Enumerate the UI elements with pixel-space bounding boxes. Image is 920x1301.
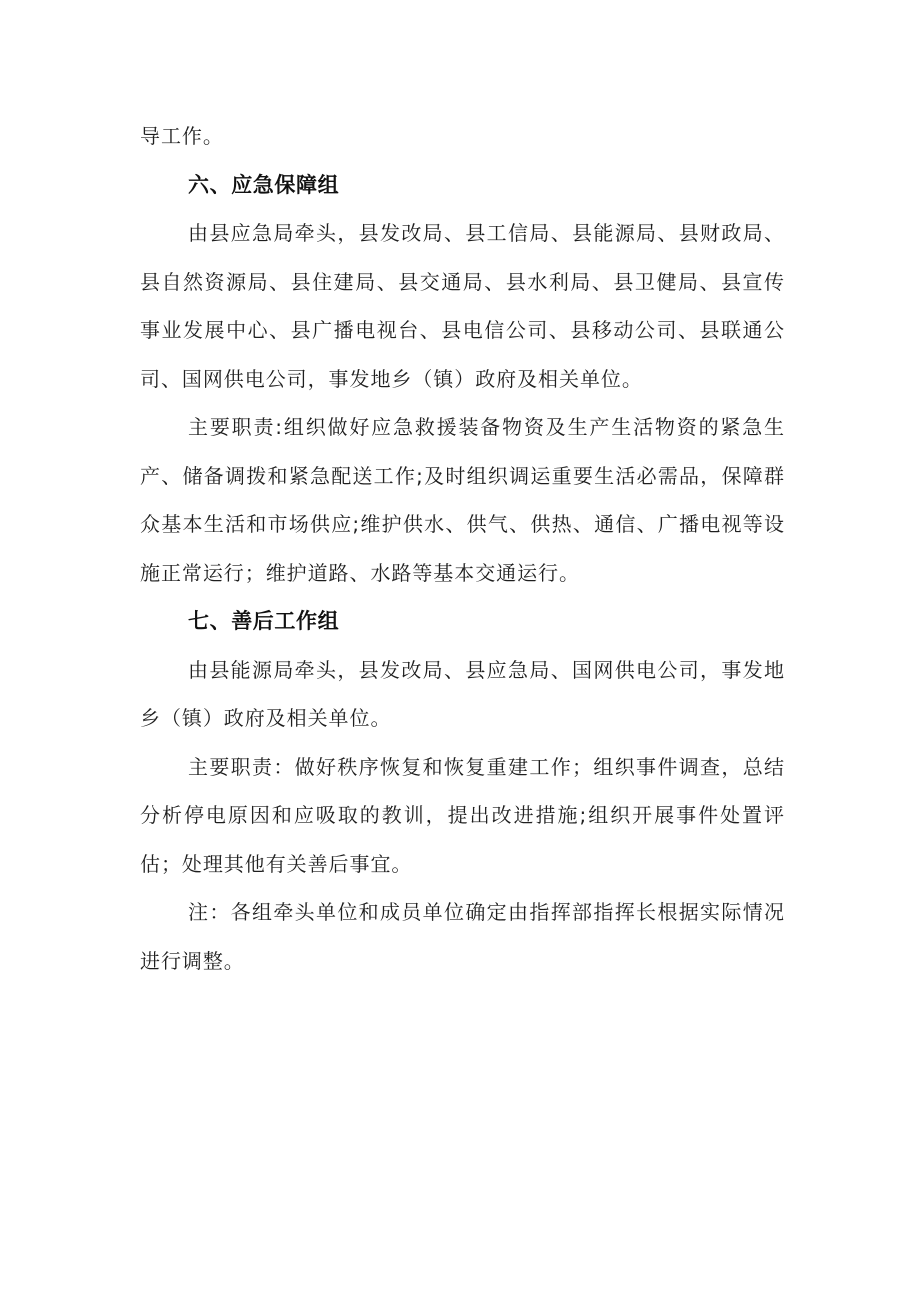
paragraph-continuation: 导工作。 — [140, 124, 224, 148]
section-6-heading: 六、应急保障组 — [188, 172, 340, 197]
section-6-members: 由县应急局牵头，县发改局、县工信局、县能源局、县财政局、县自然资源局、县住建局、县交通局、县水利局、县卫健局、县宣传事业发展中心、县广播电视台、县电信公司、县移动公司、县联通公司、国网供电公司，事发地乡（镇）政府及相关单位。 — [140, 221, 785, 391]
section-7-members: 由县能源局牵头，县发改局、县应急局、国网供电公司，事发地乡（镇）政府及相关单位。 — [140, 657, 785, 730]
section-7-heading: 七、善后工作组 — [188, 609, 340, 633]
document-body — [140, 112, 785, 985]
section-7-duties: 主要职责：做好秩序恢复和恢复重建工作；组织事件调查，总结分析停电原因和应吸取的教训，提出改进措施;组织开展事件处置评估；处理其他有关善后事宜。 — [140, 754, 785, 876]
note-paragraph: 注：各组牵头单位和成员单位确定由指挥部指挥长根据实际情况进行调整。 — [140, 900, 785, 973]
section-6-duties: 主要职责:组织做好应急救援装备物资及生产生活物资的紧急生产、储备调拨和紧急配送工作;及时组织调运重要生活必需品，保障群众基本生活和市场供应;维护供水、供气、供热、通信、广播电视等设施正常运行；维护道路、水路等基本交通运行。 — [140, 415, 785, 585]
